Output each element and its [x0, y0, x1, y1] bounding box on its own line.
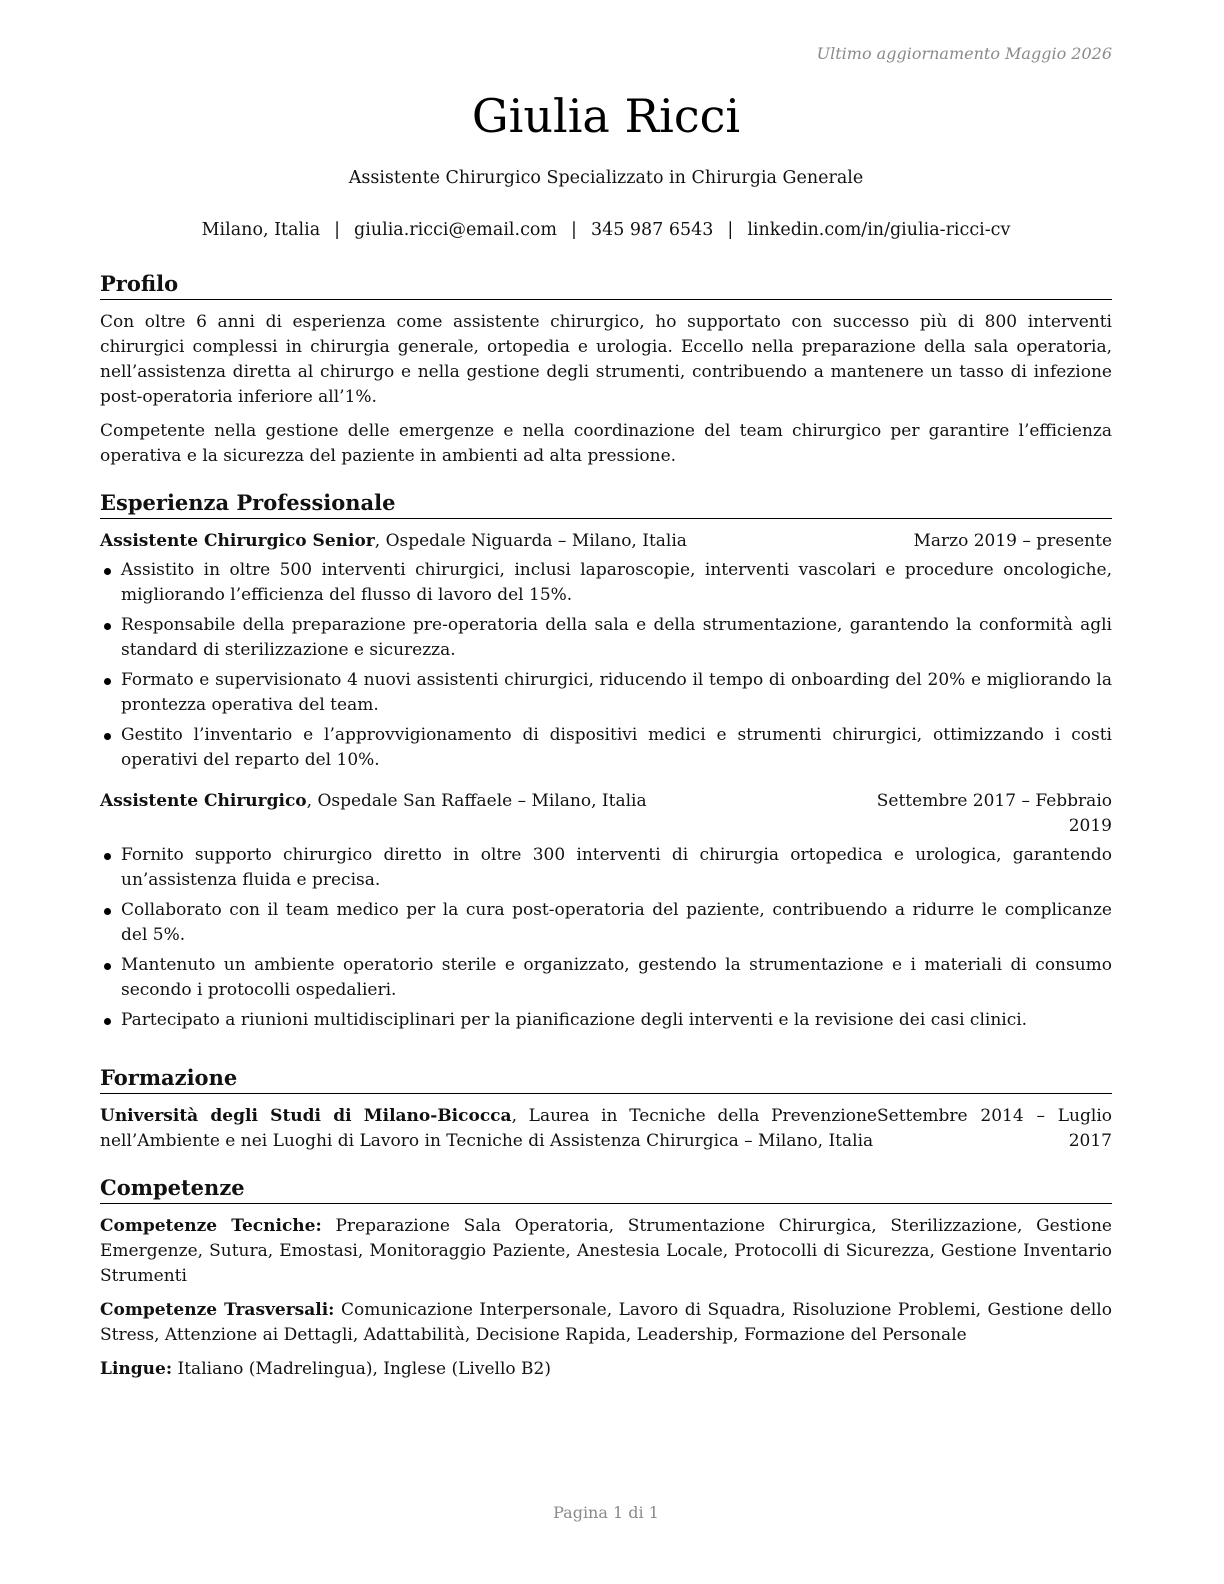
job-header [100, 789, 1112, 839]
education-entry [100, 1104, 1112, 1154]
contact-location: Milano, Italia [201, 220, 321, 240]
bullet-icon [104, 733, 111, 740]
skill-group-soft [100, 1298, 1112, 1348]
job-dates: Marzo 2019 – presente [913, 531, 1112, 551]
candidate-subtitle: Assistente Chirurgico Specializzato in Chirurgia Generale [348, 168, 864, 188]
contact-separator: | [571, 220, 577, 240]
job-entry [100, 789, 1112, 1033]
education-dates: Settembre 2014 – Luglio 2017 [877, 1106, 1112, 1151]
job-header [100, 529, 1112, 554]
bullet-icon [104, 963, 111, 970]
section-title-skills: Competenze [100, 1174, 1112, 1204]
experience-section [100, 489, 1112, 1038]
skill-group-languages [100, 1357, 1112, 1382]
section-title-experience: Esperienza Professionale [100, 489, 1112, 519]
bullet-text: Formato e supervisionato 4 nuovi assistenti chirurgici, riducendo il tempo di onboarding del 20% e migliorando la prontezza operativa del team. [121, 670, 1112, 715]
bullet-icon [104, 908, 111, 915]
list-item [100, 1008, 1112, 1033]
education-school: Università degli Studi di Milano-Bicocca [100, 1106, 512, 1126]
bullet-text: Responsabile della preparazione pre-operatoria della sala e della strumentazione, garantendo la conformità agli standard di sterilizzazione e sicurezza. [121, 615, 1112, 660]
list-item [100, 558, 1112, 608]
contact-email[interactable]: giulia.ricci@email.com [354, 220, 558, 240]
job-title-line [100, 529, 872, 554]
bullet-icon [104, 678, 111, 685]
section-title-profile: Profilo [100, 270, 1112, 300]
bullet-icon [104, 568, 111, 575]
job-role: Assistente Chirurgico [100, 791, 307, 811]
resume-page [100, 0, 1112, 1584]
bullet-text: Assistito in oltre 500 interventi chirurgici, inclusi laparoscopie, interventi vascolari e procedure oncologiche, migliorando l’efficienza del flusso di lavoro del 15%. [121, 560, 1112, 605]
skill-label: Competenze Tecniche: [100, 1216, 322, 1236]
skill-group-technical [100, 1214, 1112, 1289]
job-bullets [100, 843, 1112, 1033]
bullet-icon [104, 623, 111, 630]
contact-phone[interactable]: 345 987 6543 [590, 220, 714, 240]
education-section [100, 1064, 1112, 1154]
skills-section [100, 1174, 1112, 1382]
job-bullets [100, 558, 1112, 773]
skill-text: Comunicazione Interpersonale, Lavoro di Squadra, Risoluzione Problemi, Gestione dello Stress, Attenzione ai Dettagli, Adattabilità, Decisione Rapida, Leadership, Formazione del Personale [100, 1300, 1112, 1345]
profile-section [100, 270, 1112, 469]
list-item [100, 668, 1112, 718]
bullet-text: Gestito l’inventario e l’approvvigionamento di dispositivi medici e strumenti chirurgici, ottimizzando i costi operativi del reparto del 10%. [121, 725, 1112, 770]
job-place: , Ospedale Niguarda – Milano, Italia [374, 531, 687, 551]
skill-label: Lingue: [100, 1359, 173, 1379]
bullet-icon [104, 853, 111, 860]
list-item [100, 953, 1112, 1003]
list-item [100, 898, 1112, 948]
contact-separator: | [334, 220, 341, 240]
bullet-text: Fornito supporto chirurgico diretto in oltre 300 interventi di chirurgia ortopedica e urologica, garantendo un’assistenza fluida e precisa. [121, 845, 1112, 890]
skill-text: Italiano (Madrelingua), Inglese (Livello B2) [172, 1359, 551, 1379]
list-item [100, 613, 1112, 663]
job-role: Assistente Chirurgico Senior [100, 531, 375, 551]
bullet-text: Collaborato con il team medico per la cura post-operatoria del paziente, contribuendo a ridurre le complicanze del 5%. [121, 900, 1112, 945]
candidate-name: Giulia Ricci [471, 89, 741, 143]
skill-label: Competenze Trasversali: [100, 1300, 335, 1320]
contact-separator: | [727, 220, 734, 240]
page-number: Pagina 1 di 1 [553, 1503, 659, 1522]
section-title-education: Formazione [100, 1064, 1112, 1094]
profile-paragraph: Con oltre 6 anni di esperienza come assistente chirurgico, ho supportato con successo più di 800 interventi chirurgici complessi in chirurgia generale, ortopedia e urologia. Eccello nella preparazione della sala operatoria, nell’assistenza diretta al chirurgo e nella gestione degli strumenti, contribuendo a mantenere un tasso di infezione post-operatoria inferiore all’1%. [100, 312, 1112, 407]
bullet-text: Partecipato a riunioni multidisciplinari per la pianificazione degli interventi e la revisione dei casi clinici. [121, 1010, 1028, 1030]
bullet-icon [104, 1018, 111, 1025]
contact-linkedin[interactable]: linkedin.com/in/giulia-ricci-cv [747, 220, 1011, 240]
last-updated-note: Ultimo aggiornamento Maggio 2026 [816, 44, 1112, 63]
job-entry [100, 529, 1112, 773]
education-line [100, 1104, 877, 1154]
job-title-line [100, 789, 872, 814]
job-place: , Ospedale San Raffaele – Milano, Italia [306, 791, 647, 811]
bullet-text: Mantenuto un ambiente operatorio sterile e organizzato, gestendo la strumentazione e i materiali di consumo secondo i protocolli ospedalieri. [121, 955, 1112, 1000]
profile-paragraph: Competente nella gestione delle emergenze e nella coordinazione del team chirurgico per garantire l’efficienza operativa e la sicurezza del paziente in ambienti ad alta pressione. [100, 421, 1112, 466]
list-item [100, 723, 1112, 773]
skill-text: Preparazione Sala Operatoria, Strumentazione Chirurgica, Sterilizzazione, Gestione Emergenze, Sutura, Emostasi, Monitoraggio Paziente, Anestesia Locale, Protocolli di Sicurezza, Gestione Inventario Strumenti [100, 1216, 1112, 1286]
education-degree: , Laurea in Tecniche della Prevenzione nell’Ambiente e nei Luoghi di Lavoro in Tecniche di Assistenza Chirurgica – Milano, Italia [100, 1106, 877, 1151]
list-item [100, 843, 1112, 893]
job-dates: Settembre 2017 – Febbraio 2019 [876, 791, 1112, 836]
contact-line [100, 220, 1112, 240]
